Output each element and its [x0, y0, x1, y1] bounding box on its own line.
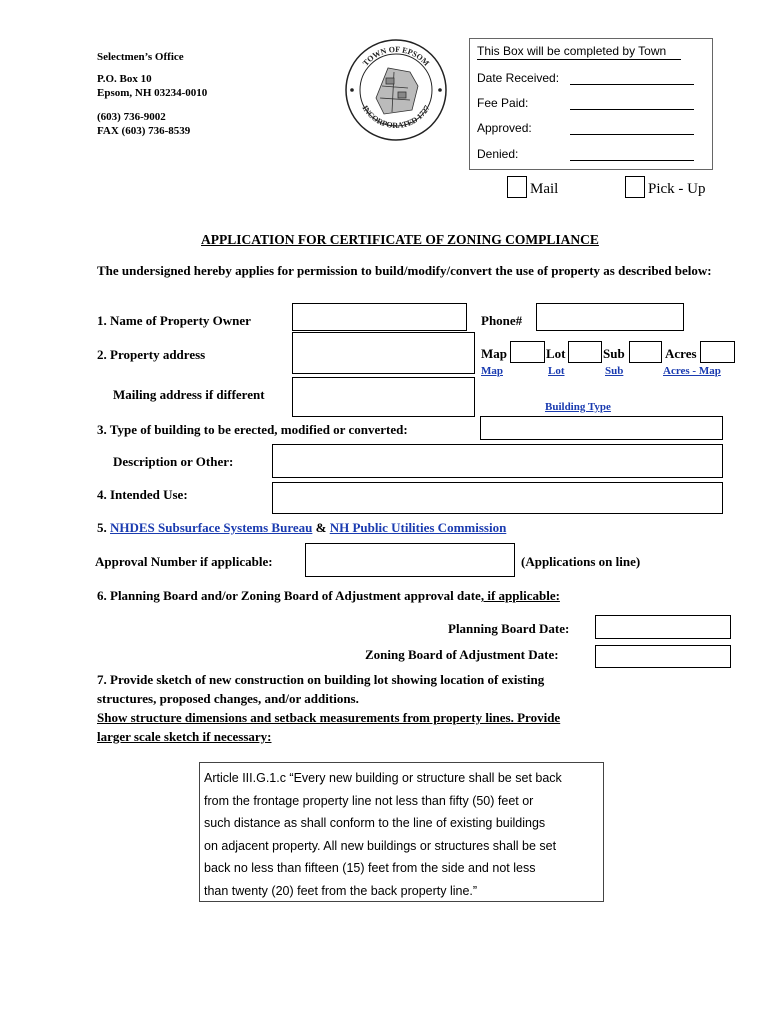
building-type-input[interactable]	[480, 416, 723, 440]
section-6-tail: , if applicable:	[480, 588, 560, 603]
town-box-title: This Box will be completed by Town	[477, 44, 667, 58]
address-label: 2. Property address	[97, 347, 206, 362]
approval-number-input[interactable]	[305, 543, 515, 577]
section-7-line-2: structures, proposed changes, and/or additions.	[97, 691, 359, 706]
article-line-3: such distance as shall conform to the line of existing buildings	[204, 816, 546, 830]
nh-puc-link[interactable]: NH Public Utilities Commission	[329, 520, 507, 535]
denied-field[interactable]	[570, 160, 694, 161]
section-7-line-3: Show structure dimensions and setback measurements from property lines. Provide	[97, 710, 561, 725]
svg-text:TOWN OF EPSOM	[361, 45, 431, 68]
sub-link[interactable]: Sub	[605, 365, 624, 377]
seal-top-text: TOWN OF EPSOM	[360, 44, 432, 68]
fee-paid-label: Fee Paid:	[477, 96, 529, 110]
section-7-line-1: 7. Provide sketch of new construction on building lot showing location of existing	[97, 672, 545, 687]
fee-paid-field[interactable]	[570, 109, 694, 110]
article-line-4: on adjacent property. All new buildings or structures shall be set	[204, 838, 557, 853]
office-city: Epsom, NH 03234-0010	[97, 87, 208, 99]
approved-field[interactable]	[570, 134, 694, 135]
article-line-6: than twenty (20) feet from the back property line.”	[204, 883, 478, 898]
zoning-board-date-input[interactable]	[595, 645, 731, 668]
section-5	[97, 520, 506, 536]
article-line-2: from the frontage property line not less than fifty (50) feet or	[204, 793, 534, 808]
pickup-checkbox[interactable]	[625, 176, 645, 198]
office-name: Selectmen’s Office	[97, 51, 184, 63]
owner-label: 1. Name of Property Owner	[97, 313, 251, 328]
acres-label: Acres	[665, 346, 697, 361]
sub-input[interactable]	[629, 341, 662, 363]
seal-bottom-text: INCORPORATED 1727	[360, 103, 432, 131]
mailing-input[interactable]	[292, 377, 475, 417]
address-input[interactable]	[292, 332, 475, 374]
sub-label: Sub	[603, 346, 625, 361]
planning-board-date-input[interactable]	[595, 615, 731, 639]
office-fax: FAX (603) 736-8539	[97, 125, 191, 137]
building-label: 3. Type of building to be erected, modified or converted:	[97, 422, 408, 437]
mail-checkbox[interactable]	[507, 176, 527, 198]
date-received-field[interactable]	[570, 84, 694, 85]
section-6-text	[97, 588, 560, 604]
section-7-line-4: larger scale sketch if necessary:	[97, 729, 272, 744]
lot-link[interactable]: Lot	[548, 365, 565, 377]
map-input[interactable]	[510, 341, 545, 363]
ampersand: &	[315, 520, 327, 535]
acres-input[interactable]	[700, 341, 735, 363]
lot-label: Lot	[546, 346, 566, 361]
planning-board-label: Planning Board Date:	[448, 621, 570, 636]
description-label: Description or Other:	[113, 454, 234, 469]
description-input[interactable]	[272, 444, 723, 478]
map-link[interactable]: Map	[481, 365, 503, 377]
pickup-label: Pick - Up	[648, 181, 706, 197]
lot-input[interactable]	[568, 341, 602, 363]
date-received-label: Date Received:	[477, 71, 560, 85]
approved-label: Approved:	[477, 121, 532, 135]
phone-input[interactable]	[536, 303, 684, 331]
mailing-label: Mailing address if different	[113, 387, 265, 402]
building-type-link[interactable]: Building Type	[545, 401, 611, 413]
phone-label: Phone#	[481, 313, 523, 328]
owner-input[interactable]	[292, 303, 467, 331]
article-line-1: Article III.G.1.c “Every new building or structure shall be set back	[204, 771, 562, 785]
section-5-number: 5.	[97, 520, 107, 535]
article-quote-box	[199, 762, 604, 902]
intended-use-input[interactable]	[272, 482, 723, 514]
map-label: Map	[481, 346, 507, 361]
approval-number-label: Approval Number if applicable:	[95, 554, 273, 569]
nhdes-link[interactable]: NHDES Subsurface Systems Bureau	[110, 520, 313, 535]
office-po-box: P.O. Box 10	[97, 73, 152, 85]
article-line-5: back no less than fifteen (15) feet from the side and not less	[204, 861, 536, 875]
page-title: APPLICATION FOR CERTIFICATE OF ZONING COMPLIANCE	[201, 232, 599, 247]
intended-use-label: 4. Intended Use:	[97, 487, 188, 502]
mail-label: Mail	[530, 181, 559, 197]
section-7	[97, 670, 560, 746]
office-phone: (603) 736-9002	[97, 111, 166, 123]
section-6-main: 6. Planning Board and/or Zoning Board of Adjustment approval date	[97, 588, 481, 603]
town-seal	[344, 38, 448, 142]
denied-label: Denied:	[477, 147, 519, 161]
intro-text: The undersigned hereby applies for permission to build/modify/convert the use of property as described below:	[97, 263, 712, 278]
zoning-board-label: Zoning Board of Adjustment Date:	[365, 647, 559, 662]
applications-online-label: (Applications on line)	[521, 554, 641, 569]
acres-map-link[interactable]: Acres - Map	[663, 365, 721, 377]
